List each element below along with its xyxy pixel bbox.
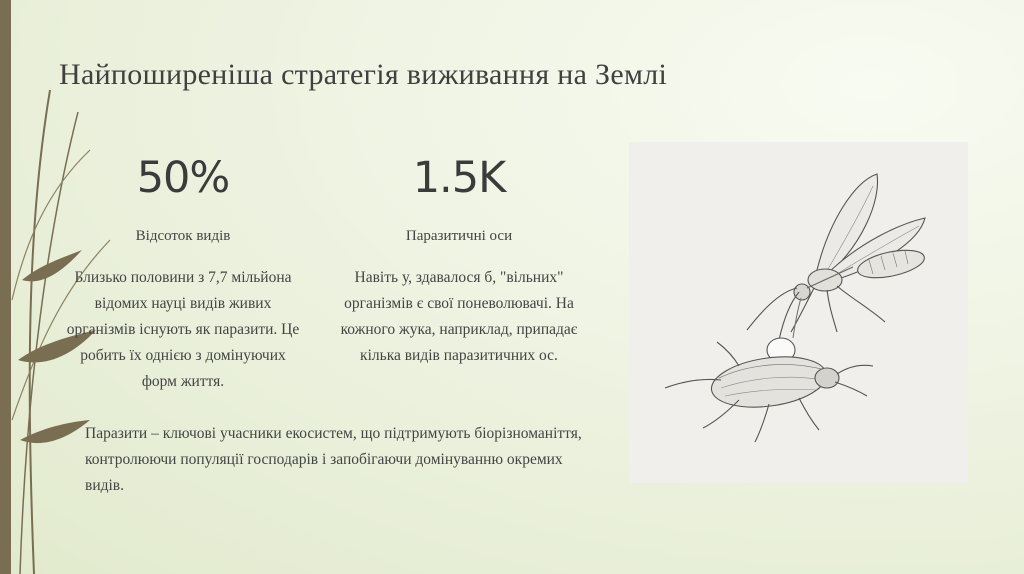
stat-value: 1.5K xyxy=(412,153,506,203)
stat-block-species xyxy=(63,148,303,395)
wasp-on-beetle-illustration-icon xyxy=(629,142,968,483)
wasp-beetle-illustration xyxy=(629,142,968,483)
stat-value: 50% xyxy=(136,153,230,203)
stat-label: Паразитичні оси xyxy=(405,228,513,244)
stat-block-wasps xyxy=(339,148,579,369)
stat-description: Навіть у, здавалося б, "вільних" організмів є свої поневолювачі. На кожного жука, наприклад, припадає кілька видів паразитичних ос. xyxy=(340,269,578,364)
slide-title: Найпоширеніша стратегія виживання на Землі xyxy=(59,58,668,91)
stat-label: Відсоток видів xyxy=(135,228,231,244)
stat-description: Близько половини з 7,7 мільйона відомих науці видів живих організмів існують як паразити. Це робить їх однією з домінуючих форм життя. xyxy=(66,269,300,390)
summary-text: Паразити – ключові учасники екосистем, що підтримують біорізноманіття, контролюючи популяції господарів і запобігаючи домінуванню окремих видів. xyxy=(85,425,582,494)
